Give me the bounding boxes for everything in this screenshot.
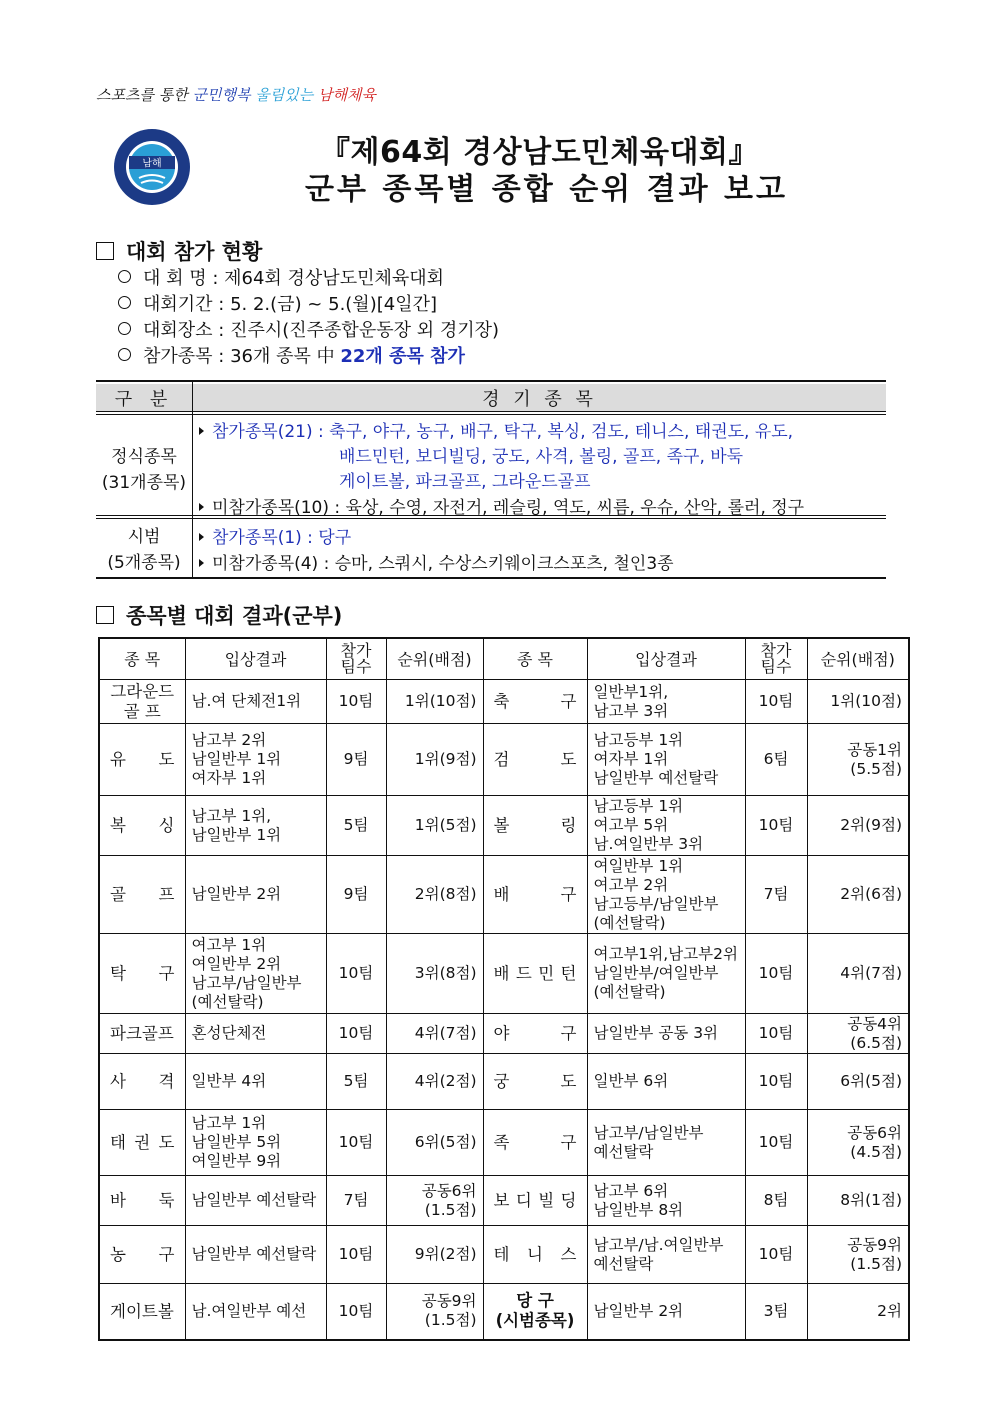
cell-teams: 10팀: [326, 1014, 386, 1054]
cell-teams: 6팀: [745, 724, 807, 796]
category-header-sports: 경 기 종 목: [482, 389, 597, 410]
table-row: [99, 680, 909, 724]
cell-teams: 5팀: [326, 1054, 386, 1110]
info-row: 대회기간 : 5. 2.(금) ~ 5.(월)[4일간]: [118, 292, 499, 318]
results-header-row: [99, 638, 909, 680]
square-bullet-icon: [96, 606, 114, 624]
header-rank: 순위(배점): [386, 638, 483, 680]
cell-teams: 7팀: [326, 1176, 386, 1226]
cell-sport: 당 구 (시범종목): [483, 1284, 587, 1340]
cell-teams: 3팀: [745, 1284, 807, 1340]
cell-sport: 그라운드 골 프: [99, 680, 185, 724]
cell-rank: 공동4위 (6.5점): [807, 1014, 909, 1054]
table-row: [99, 796, 909, 856]
table-row: [99, 1176, 909, 1226]
cell-sport: 게이트볼: [99, 1284, 185, 1340]
triangle-bullet-icon: [199, 533, 204, 541]
cell-rank: 2위(8점): [386, 856, 483, 934]
cell-teams: 10팀: [745, 796, 807, 856]
cell-sport: 축 구: [483, 680, 587, 724]
cell-result: 남고부 1위, 남일반부 1위: [185, 796, 326, 856]
cell-rank: 공동6위 (4.5점): [807, 1110, 909, 1176]
cell-rank: 4위(7점): [386, 1014, 483, 1054]
table-row: [99, 1226, 909, 1284]
cell-teams: 8팀: [745, 1176, 807, 1226]
cell-result: 일반부1위, 남고부 3위: [587, 680, 745, 724]
cell-teams: 10팀: [326, 680, 386, 724]
cell-rank: 공동9위 (1.5점): [807, 1226, 909, 1284]
results-table: [98, 637, 910, 1341]
svg-text:남해: 남해: [142, 158, 162, 170]
demo-sports-label: 시범: [127, 527, 161, 547]
cell-teams: 7팀: [745, 856, 807, 934]
triangle-bullet-icon: [199, 559, 204, 567]
circle-bullet-icon: [118, 270, 131, 283]
page-title-line2: 군부 종목별 종합 순위 결과 보고: [305, 172, 788, 207]
table-row: [99, 724, 909, 796]
cell-rank: 1위(9점): [386, 724, 483, 796]
table-row: [99, 1054, 909, 1110]
cell-result: 남고등부 1위 여고부 5위 남.여일반부 3위: [587, 796, 745, 856]
cell-rank: 1위(10점): [386, 680, 483, 724]
cell-result: 일반부 4위: [185, 1054, 326, 1110]
cell-rank: 공동6위 (1.5점): [386, 1176, 483, 1226]
cell-teams: 10팀: [745, 1226, 807, 1284]
cell-result: 남고부 2위 남일반부 1위 여자부 1위: [185, 724, 326, 796]
cell-rank: 4위(7점): [807, 934, 909, 1014]
cell-sport: 복 싱: [99, 796, 185, 856]
cell-sport: 테 니 스: [483, 1226, 587, 1284]
cell-sport: 유 도: [99, 724, 185, 796]
triangle-bullet-icon: [199, 503, 204, 511]
circle-bullet-icon: [118, 296, 131, 309]
cell-rank: 4위(2점): [386, 1054, 483, 1110]
cell-sport: 파크골프: [99, 1014, 185, 1054]
cell-sport: 궁 도: [483, 1054, 587, 1110]
header-sport: 종 목: [483, 638, 587, 680]
cell-sport: 태 권 도: [99, 1110, 185, 1176]
namhae-sports-council-logo: [113, 128, 191, 206]
regular-non-participating-list: 미참가종목(10) : 육상, 수영, 자전거, 레슬링, 역도, 씨름, 우슈, 산악, 롤러, 정구: [199, 493, 804, 518]
cell-rank: 공동1위 (5.5점): [807, 724, 909, 796]
cell-teams: 5팀: [326, 796, 386, 856]
cell-result: 남일반부 예선탈락: [185, 1226, 326, 1284]
cell-sport: 배 드 민 턴: [483, 934, 587, 1014]
table-row: [99, 856, 909, 934]
header-result: 입상결과: [587, 638, 745, 680]
cell-sport: 검 도: [483, 724, 587, 796]
cell-result: 남.여일반부 예선: [185, 1284, 326, 1340]
cell-teams: 10팀: [326, 1110, 386, 1176]
regular-sports-label: 정식종목: [111, 447, 177, 467]
cell-result: 남고부 6위 남일반부 8위: [587, 1176, 745, 1226]
cell-rank: 6위(5점): [807, 1054, 909, 1110]
cell-result: 여일반부 1위 여고부 2위 남고등부/남일반부 (예선탈락): [587, 856, 745, 934]
category-table: [96, 380, 886, 580]
square-bullet-icon: [96, 242, 114, 260]
cell-sport: 농 구: [99, 1226, 185, 1284]
cell-result: 남일반부 2위: [587, 1284, 745, 1340]
cell-teams: 10팀: [326, 934, 386, 1014]
cell-result: 남일반부 공동 3위: [587, 1014, 745, 1054]
table-row: [99, 1284, 909, 1340]
cell-rank: 1위(5점): [386, 796, 483, 856]
cell-result: 남고부/남일반부 예선탈락: [587, 1110, 745, 1176]
cell-rank: 9위(2점): [386, 1226, 483, 1284]
cell-rank: 2위: [807, 1284, 909, 1340]
demo-sports-count: (5개종목): [107, 553, 181, 573]
info-row: 대 회 명 : 제64회 경상남도민체육대회: [118, 266, 499, 292]
cell-sport: 보 디 빌 딩: [483, 1176, 587, 1226]
cell-result: 남일반부 2위: [185, 856, 326, 934]
table-row: [99, 1014, 909, 1054]
table-row: [99, 934, 909, 1014]
header-sport: 종 목: [99, 638, 185, 680]
cell-teams: 9팀: [326, 856, 386, 934]
cell-teams: 10팀: [326, 1226, 386, 1284]
cell-sport: 사 격: [99, 1054, 185, 1110]
cell-sport: 볼 링: [483, 796, 587, 856]
triangle-bullet-icon: [199, 427, 204, 435]
cell-result: 남일반부 예선탈락: [185, 1176, 326, 1226]
cell-rank: 6위(5점): [386, 1110, 483, 1176]
regular-participating-list-line3: 게이트볼, 파크골프, 그라운드골프: [339, 472, 591, 492]
cell-rank: 공동9위 (1.5점): [386, 1284, 483, 1340]
cell-result: 남.여 단체전1위: [185, 680, 326, 724]
regular-participating-list: 참가종목(21) : 축구, 야구, 농구, 배구, 탁구, 복싱, 검도, 테니스, 태권도, 유도,: [199, 417, 793, 442]
cell-result: 일반부 6위: [587, 1054, 745, 1110]
cell-teams: 10팀: [745, 1110, 807, 1176]
cell-result: 여고부 1위 여일반부 2위 남고부/남일반부 (예선탈락): [185, 934, 326, 1014]
slogan: 스포츠를 통한 군민행복 울림있는 남해체육: [96, 86, 376, 104]
section-heading-results: 종목별 대회 결과(군부): [96, 600, 342, 630]
cell-rank: 1위(10점): [807, 680, 909, 724]
cell-teams: 10팀: [745, 1014, 807, 1054]
page-title-line1: 『제64회 경상남도민체육대회』: [320, 135, 759, 170]
cell-sport: 야 구: [483, 1014, 587, 1054]
cell-teams: 10팀: [745, 680, 807, 724]
regular-participating-list-line2: 배드민턴, 보디빌딩, 궁도, 사격, 볼링, 골프, 족구, 바둑: [339, 447, 744, 467]
table-row: [99, 1110, 909, 1176]
cell-result: 남고부 1위 남일반부 5위 여일반부 9위: [185, 1110, 326, 1176]
demo-participating-list: 참가종목(1) : 당구: [199, 523, 351, 548]
cell-sport: 탁 구: [99, 934, 185, 1014]
demo-non-participating-list: 미참가종목(4) : 승마, 스쿼시, 수상스키웨이크스포츠, 철인3종: [199, 549, 674, 574]
category-header-type: 구 분: [114, 389, 174, 410]
cell-sport: 골 프: [99, 856, 185, 934]
regular-sports-count: (31개종목): [101, 473, 187, 493]
cell-rank: 2위(9점): [807, 796, 909, 856]
cell-teams: 9팀: [326, 724, 386, 796]
cell-teams: 10팀: [745, 1054, 807, 1110]
cell-teams: 10팀: [745, 934, 807, 1014]
cell-rank: 2위(6점): [807, 856, 909, 934]
header-teams: 참가 팀수: [326, 638, 386, 680]
cell-sport: 배 구: [483, 856, 587, 934]
cell-sport: 족 구: [483, 1110, 587, 1176]
participation-info: [118, 266, 499, 370]
cell-rank: 8위(1점): [807, 1176, 909, 1226]
info-row: 참가종목 : 36개 종목 中 22개 종목 참가: [118, 344, 499, 370]
circle-bullet-icon: [118, 322, 131, 335]
info-row: 대회장소 : 진주시(진주종합운동장 외 경기장): [118, 318, 499, 344]
cell-result: 여고부1위,남고부2위 남일반부/여일반부 (예선탈락): [587, 934, 745, 1014]
section-heading-participation: 대회 참가 현황: [96, 236, 262, 266]
cell-result: 남고부/남.여일반부 예선탈락: [587, 1226, 745, 1284]
circle-bullet-icon: [118, 348, 131, 361]
cell-sport: 바 둑: [99, 1176, 185, 1226]
cell-teams: 10팀: [326, 1284, 386, 1340]
cell-rank: 3위(8점): [386, 934, 483, 1014]
header-rank: 순위(배점): [807, 638, 909, 680]
cell-result: 남고등부 1위 여자부 1위 남일반부 예선탈락: [587, 724, 745, 796]
cell-result: 혼성단체전: [185, 1014, 326, 1054]
header-result: 입상결과: [185, 638, 326, 680]
header-teams: 참가 팀수: [745, 638, 807, 680]
